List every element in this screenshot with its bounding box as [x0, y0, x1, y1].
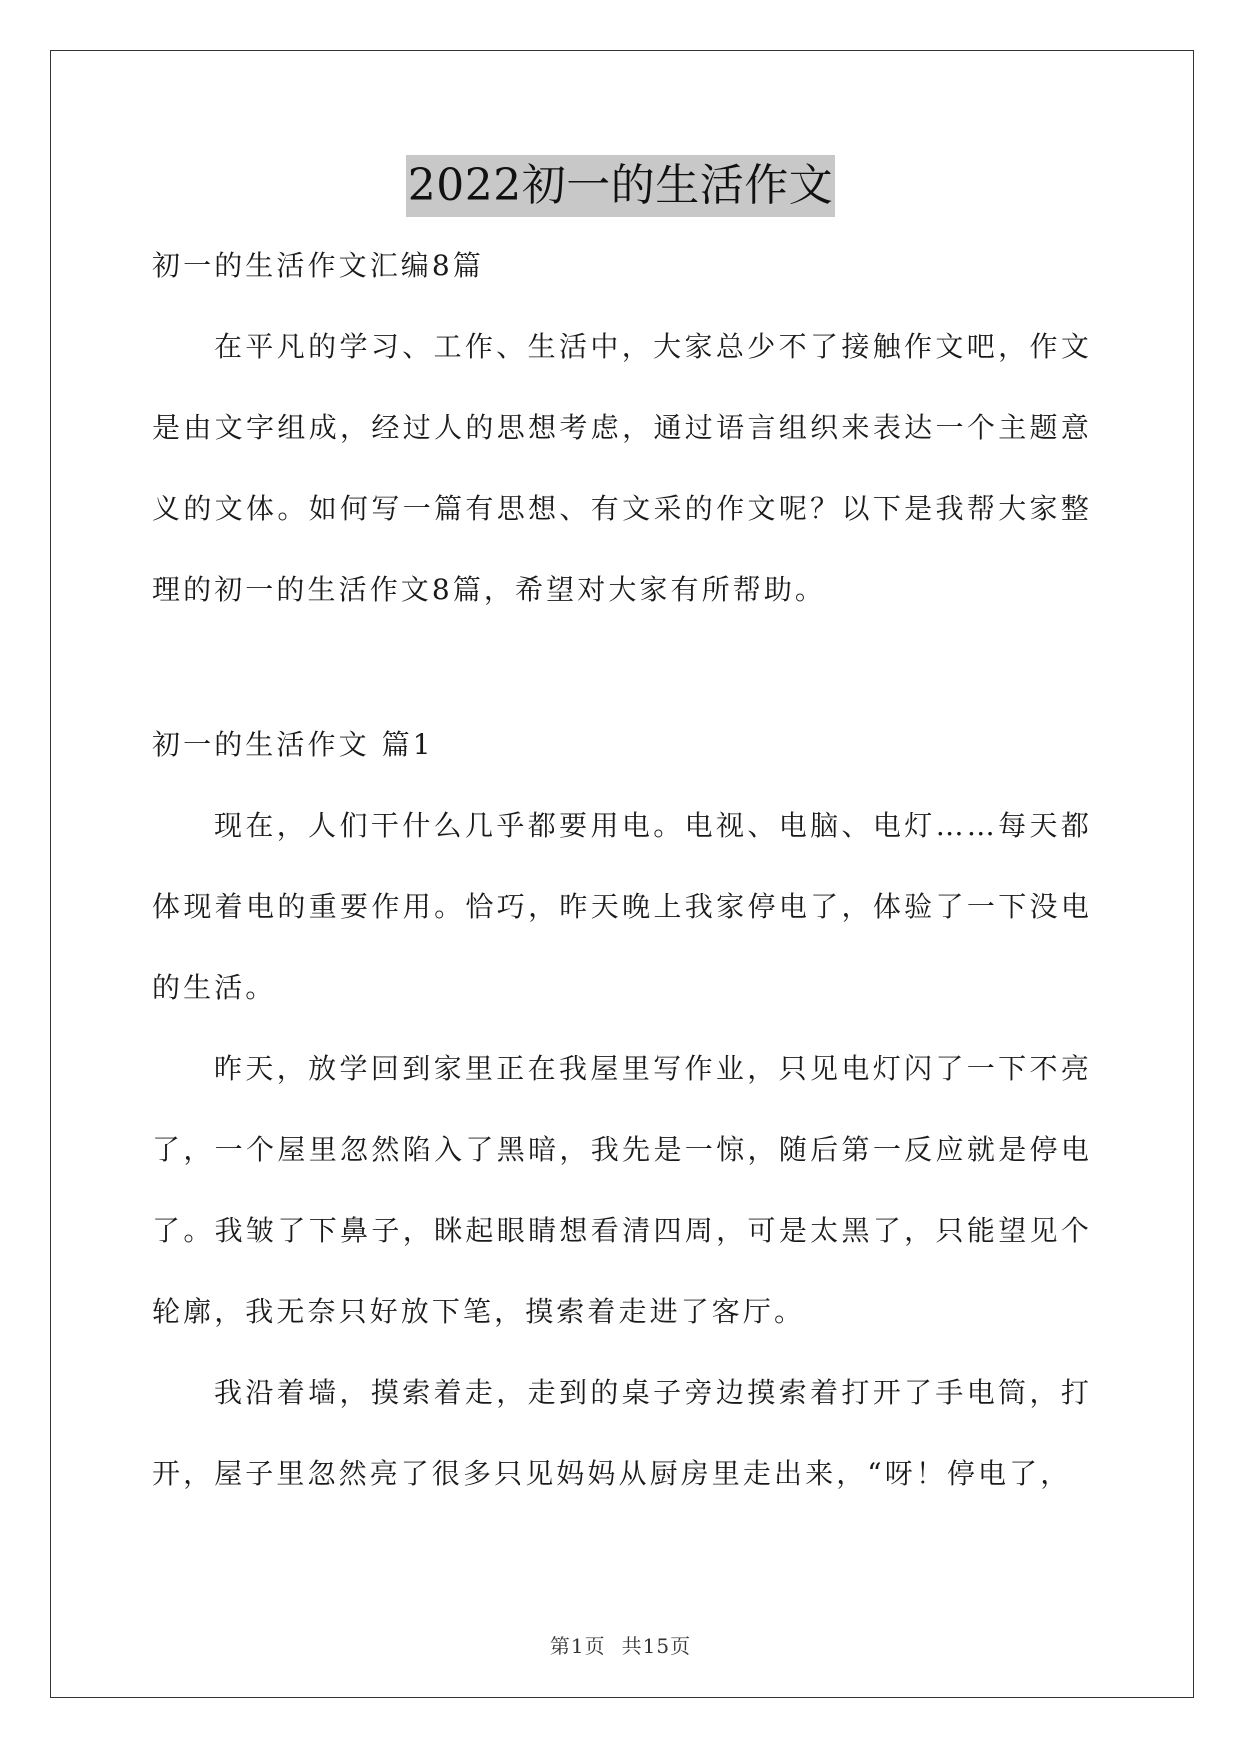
body-paragraph-1: 现在，人们干什么几乎都要用电。电视、电脑、电灯……每天都体现着电的重要作用。恰巧，昨天晚上我家停电了，体验了一下没电的生活。: [152, 809, 1092, 1004]
page-footer: [0, 1630, 1241, 1659]
title-wrap: [0, 155, 1241, 217]
section-spacer: [152, 630, 1092, 704]
section-heading: 初一的生活作文 篇1: [152, 728, 434, 761]
document-title: 2022初一的生活作文: [406, 155, 835, 217]
intro-heading: 初一的生活作文汇编8篇: [152, 249, 484, 282]
page-total: 共15页: [621, 1634, 692, 1658]
page-number: 第1页: [549, 1634, 606, 1658]
body-paragraph-3: 我沿着墙，摸索着走，走到的桌子旁边摸索着打开了手电筒，打开，屋子里忽然亮了很多只见妈妈从厨房里走出来，“呀！停电了，: [152, 1376, 1092, 1490]
document-body: [152, 225, 1092, 1514]
intro-paragraph: 在平凡的学习、工作、生活中，大家总少不了接触作文吧，作文是由文字组成，经过人的思想考虑，通过语言组织来表达一个主题意义的文体。如何写一篇有思想、有文采的作文呢？以下是我帮大家整理的初一的生活作文8篇，希望对大家有所帮助。: [152, 330, 1092, 606]
body-paragraph-2: 昨天，放学回到家里正在我屋里写作业，只见电灯闪了一下不亮了，一个屋里忽然陷入了黑暗，我先是一惊，随后第一反应就是停电了。我皱了下鼻子，眯起眼睛想看清四周，可是太黑了，只能望见个轮廓，我无奈只好放下笔，摸索着走进了客厅。: [152, 1052, 1092, 1328]
